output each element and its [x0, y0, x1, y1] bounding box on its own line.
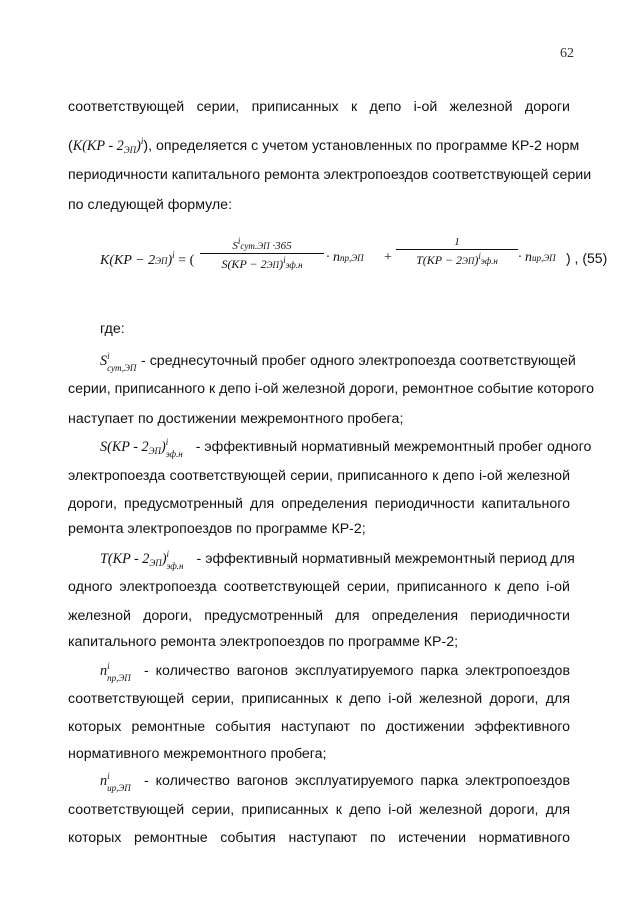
- paragraph-line: соответствующей серии, приписанных к депо i-ой железной дороги: [68, 99, 570, 115]
- definition-line: капитального ремонта электропоездов по программе КР-2;: [68, 634, 459, 650]
- formula-multiplier-2: · nир,ЭП: [518, 250, 556, 265]
- fraction-1: $S^iсут.ЭП \cdot 365$ S(KP − 2ЭП)$^i$эф.н: [200, 236, 324, 272]
- definition-line: одного электропоезда соответствующей серии, приписанного к депо i-ой: [68, 579, 570, 595]
- definition-line: n i ир,ЭП - количество вагонов эксплуатируемого парка электропоездов: [100, 771, 570, 793]
- plus-sign: +: [384, 250, 392, 265]
- definition-line: n i пр,ЭП - количество вагонов эксплуатируемого парка электропоездов: [100, 661, 570, 683]
- formula-multiplier-1: · nпр,ЭП: [326, 250, 364, 265]
- definition-line: $T(KP - 2_{ЭП})$ i эф.н - эффективный нормативный межремонтный период для: [100, 549, 575, 571]
- page-number: 62: [560, 46, 574, 61]
- definition-line: соответствующей серии, приписанных к депо i-ой железной дороги, для: [68, 691, 570, 707]
- definition-line: железной дороги, предусмотренный для определения периодичности: [68, 608, 570, 624]
- symbol: n: [100, 663, 108, 679]
- definition-line: электропоезда соответствующей серии, приписанного к депо i-ой железной: [68, 468, 570, 484]
- formula-number: ) , (55): [566, 250, 608, 266]
- definition-line: серии, приписанного к депо i-ой железной дороги, ремонтное событие которого: [68, 381, 594, 397]
- symbol: S(KP - 2: [100, 439, 149, 455]
- paragraph-line: по следующей формуле:: [68, 197, 233, 213]
- symbol: n: [100, 773, 108, 789]
- definition-line: нормативного межремонтного пробега;: [68, 746, 327, 762]
- definition-line: которых ремонтные события наступают по истечении нормативного: [68, 830, 570, 846]
- symbol: T(KP - 2: [100, 551, 150, 567]
- definition-line: которых ремонтные события наступают по достижении эффективного: [68, 719, 570, 735]
- fraction-2: 1 T(KP − 2ЭП)$^i$эф.н: [396, 236, 518, 268]
- paragraph-line: $(K(KP - 2_{ЭП})^i)$, определяется с учетом установленных по программе КР-2 норм: [68, 136, 580, 155]
- definition-line: наступает по достижении межремонтного пробега;: [68, 411, 404, 427]
- paragraph-line: периодичности капитального ремонта электропоездов соответствующей серии: [68, 167, 592, 183]
- definition-line: S i сут,ЭП - среднесуточный пробег одного электропоезда соответствующей: [100, 351, 576, 373]
- definition-line: ремонта электропоездов по программе КР-2;: [68, 521, 366, 537]
- where-label: где:: [100, 321, 125, 337]
- formula-lhs: K(KP − 2ЭП)$^i$ = (: [100, 250, 195, 268]
- symbol: S: [100, 353, 108, 369]
- math-inline: K(KP - 2: [72, 138, 124, 154]
- formula-55: [100, 236, 608, 282]
- definition-line: соответствующей серии, приписанных к депо i-ой железной дороги, для: [68, 802, 570, 818]
- definition-line: $S(KP - 2_{ЭП})$ i эф.н - эффективный нормативный межремонтный пробег одного: [100, 437, 592, 459]
- definition-line: дороги, предусмотренный для определения периодичности капитального: [68, 496, 570, 512]
